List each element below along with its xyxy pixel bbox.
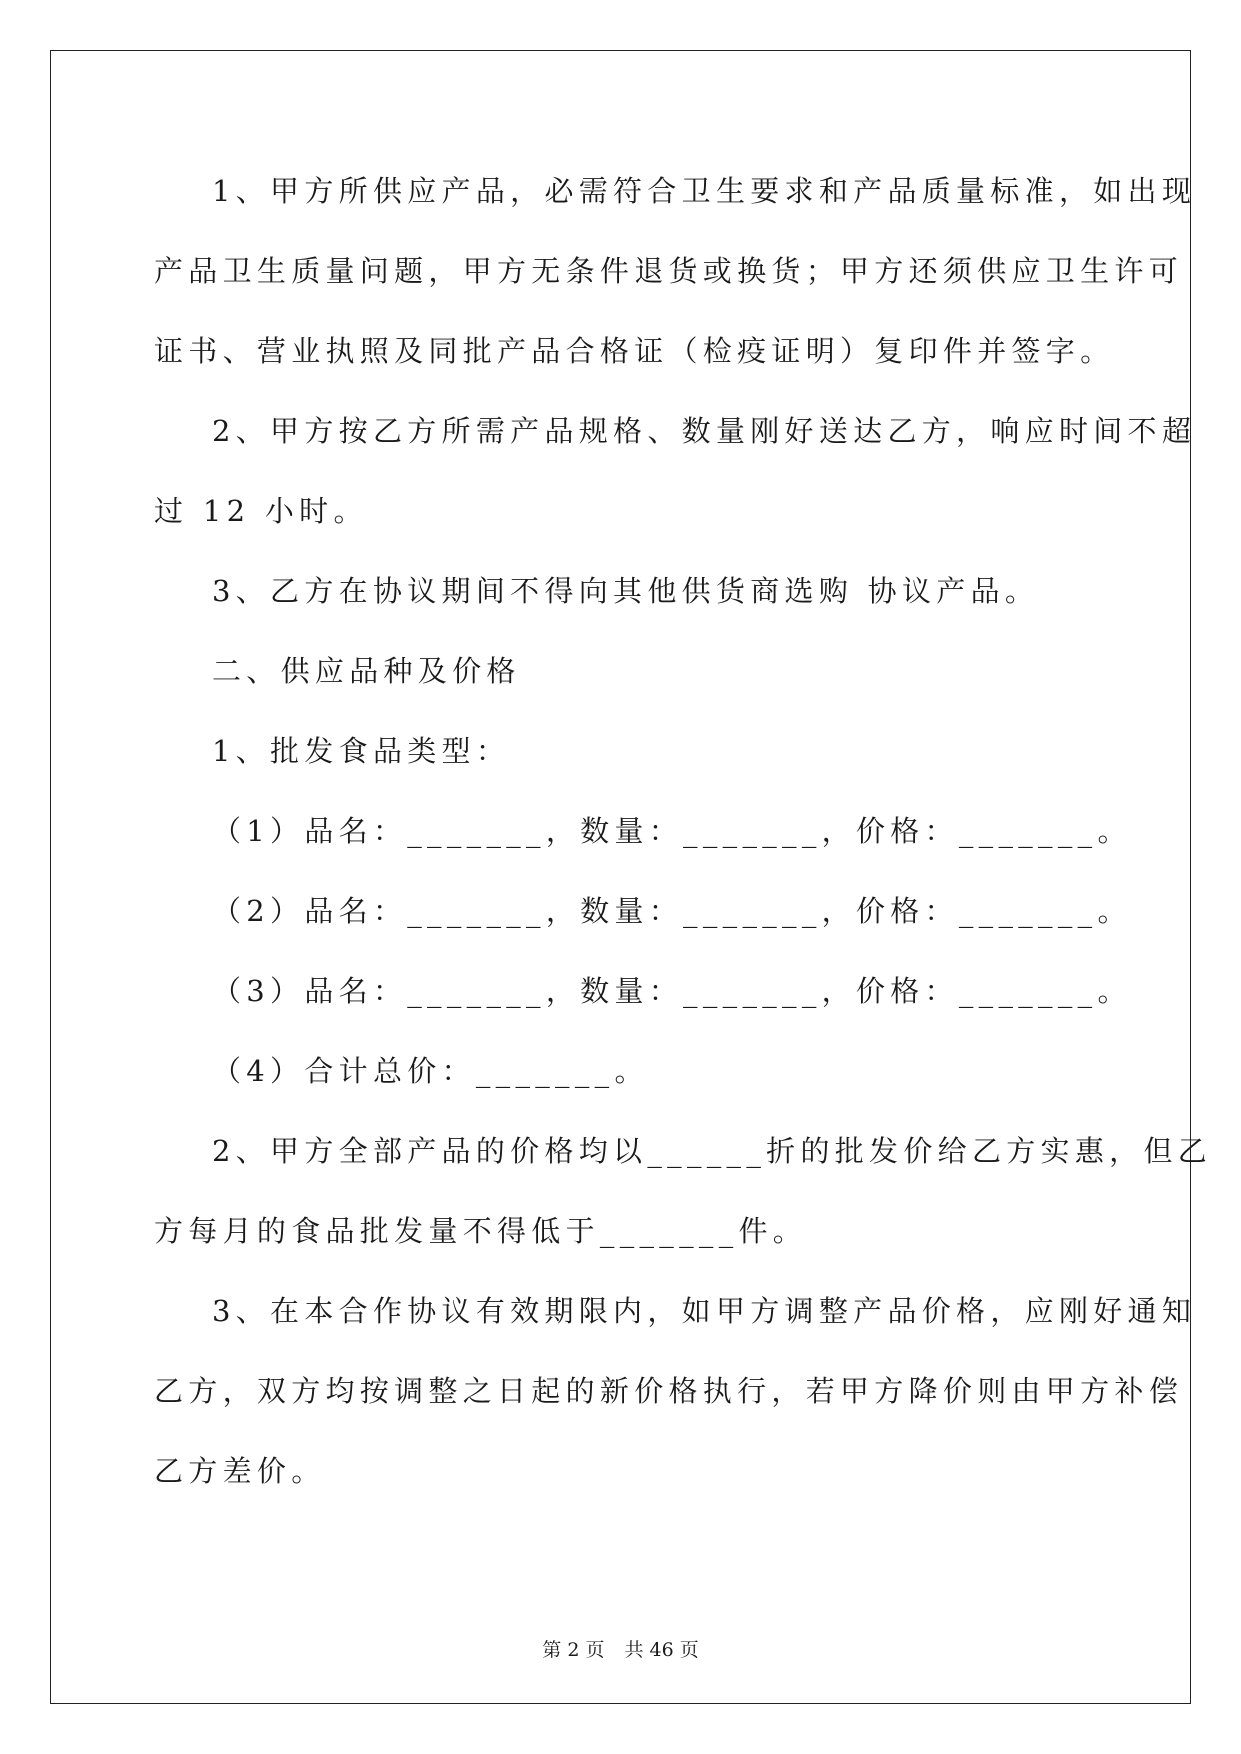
paragraph-line: 乙方差价。 [154,1454,326,1488]
section-heading: 二、供应品种及价格 [212,654,521,688]
paragraph-line: 过 12 小时。 [154,494,368,528]
paragraph-line: 产品卫生质量问题，甲方无条件退货或换货；甲方还须供应卫生许可 [154,254,1184,288]
form-line-item-3: （3）品名：_______，数量：_______，价格：_______。 [212,974,1132,1008]
paragraph-line: 1、批发食品类型： [212,734,511,768]
paragraph-line: 2、甲方按乙方所需产品规格、数量刚好送达乙方，响应时间不超 [212,414,1197,448]
paragraph-line: 1、甲方所供应产品，必需符合卫生要求和产品质量标准，如出现 [212,174,1197,208]
paragraph-line: 证书、营业执照及同批产品合格证（检疫证明）复印件并签字。 [154,334,1115,368]
form-line-item-1: （1）品名：_______，数量：_______，价格：_______。 [212,814,1132,848]
page-footer [0,1637,1241,1663]
form-line-item-2: （2）品名：_______，数量：_______，价格：_______。 [212,894,1132,928]
page-number: 第 2 页 [542,1639,605,1661]
paragraph-line: 方每月的食品批发量不得低于_______件。 [154,1214,808,1248]
paragraph-line: 3、在本合作协议有效期限内，如甲方调整产品价格，应刚好通知 [212,1294,1197,1328]
page-total: 共 46 页 [624,1639,699,1661]
paragraph-line: 2、甲方全部产品的价格均以______折的批发价给乙方实惠，但乙 [212,1134,1213,1168]
paragraph-line: 3、乙方在协议期间不得向其他供货商选购 协议产品。 [212,574,1040,608]
form-line-total: （4）合计总价：_______。 [212,1054,649,1088]
paragraph-line: 乙方，双方均按调整之日起的新价格执行，若甲方降价则由甲方补偿 [154,1374,1184,1408]
